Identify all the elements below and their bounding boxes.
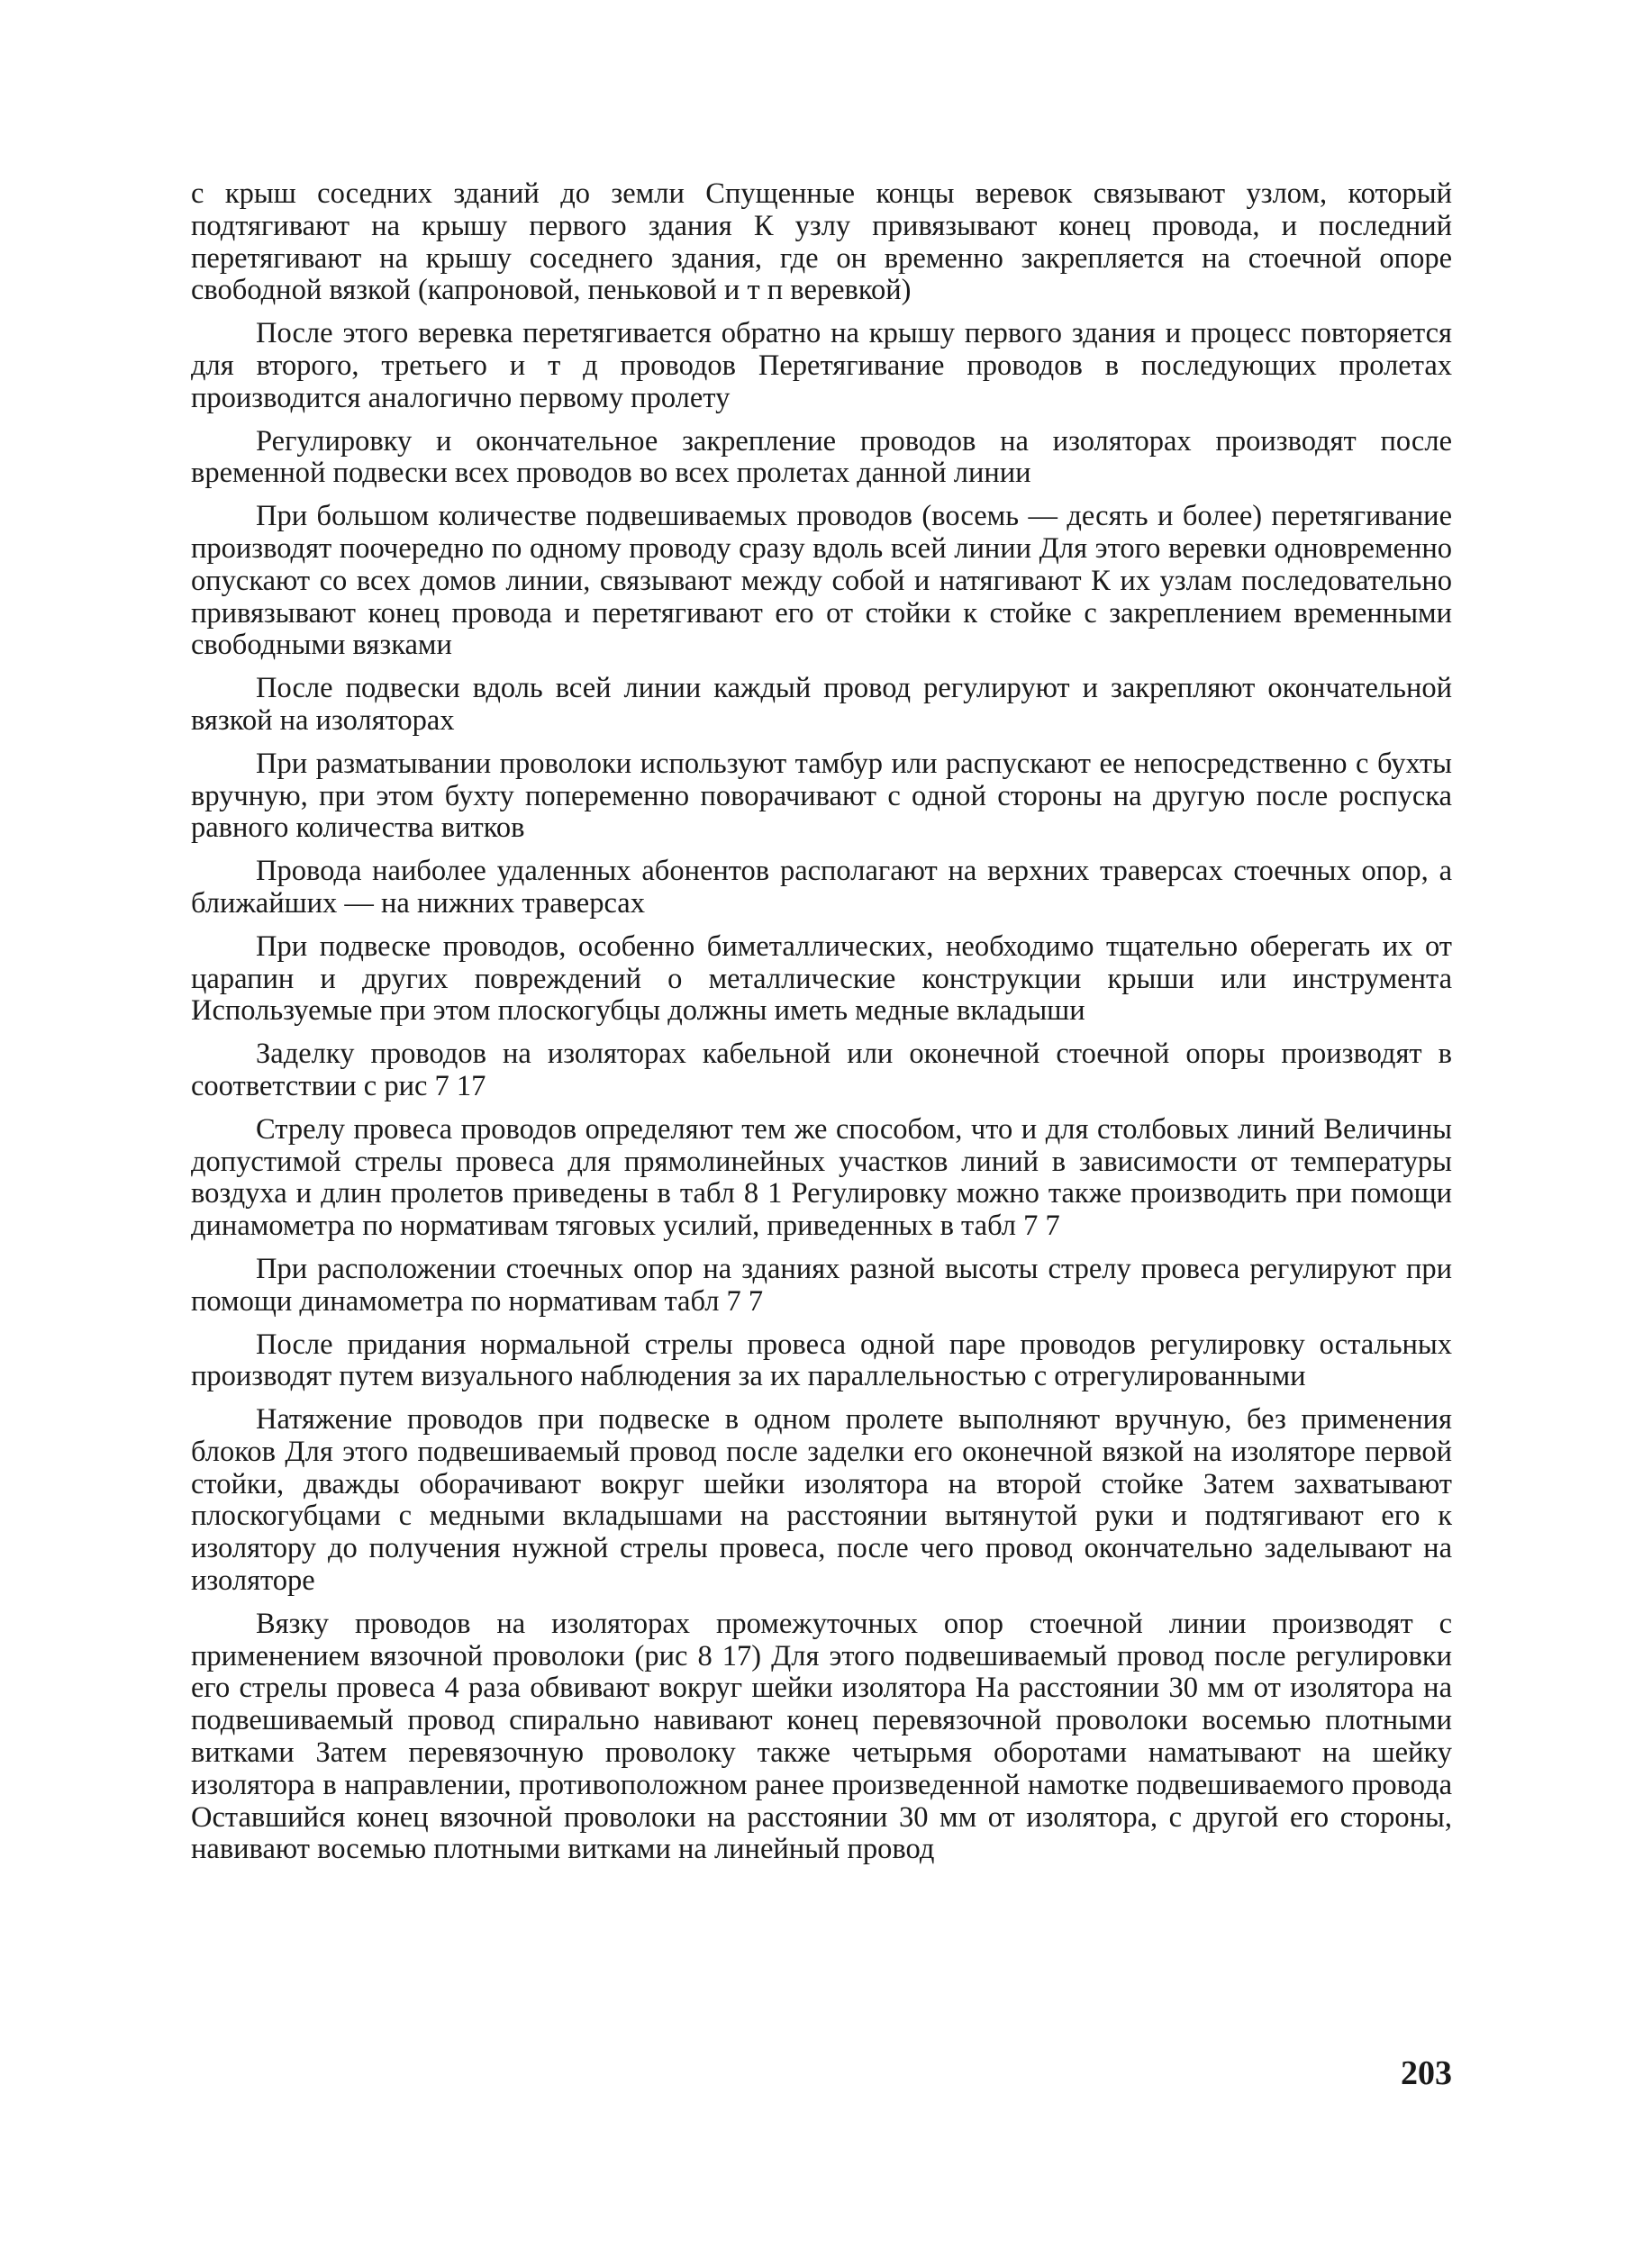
- paragraph-4: При большом количестве подвешиваемых проводов (восемь — десять и более) перетягивание производят поочередно по одному проводу сразу вдоль всей линии Для этого веревки одновременно опускают со всех домов линии, связывают между собой и натягивают К их узлам последовательно привязывают конец провода и перетягивают его от стойки к стойке с закреплением временными свободными вязками: [191, 500, 1452, 662]
- paragraph-5: После подвески вдоль всей линии каждый провод регулируют и закрепляют окончательной вязкой на изоляторах: [191, 672, 1452, 737]
- paragraph-10: Стрелу провеса проводов определяют тем же способом, что и для столбовых линий Величины допустимой стрелы провеса для прямолинейных участков линий в зависимости от температуры воздуха и длин пролетов приведены в табл 8 1 Регулировку можно также производить при помощи динамометра по нормативам тяговых усилий, приведенных в табл 7 7: [191, 1112, 1452, 1243]
- paragraph-9: Заделку проводов на изоляторах кабельной или оконечной стоечной опоры производят в соответствии с рис 7 17: [191, 1038, 1452, 1102]
- page-number: 203: [1401, 2054, 1452, 2092]
- paragraph-7: Провода наиболее удаленных абонентов располагают на верхних траверсах стоечных опор, а ближайших — на нижних траверсах: [191, 855, 1452, 920]
- page-body: [191, 178, 1452, 1877]
- paragraph-13: Натяжение проводов при подвеске в одном пролете выполняют вручную, без применения блоков Для этого подвешиваемый провод после заделки его оконечной вязкой на изоляторе первой стойки, дважды оборачивают вокруг шейки изолятора на второй стойке Затем захватывают плоскогубцами с медными вкладышами на расстоянии вытянутой руки и подтягивают его к изолятору до получения нужной стрелы провеса, после чего провод окончательно заделывают на изоляторе: [191, 1403, 1452, 1598]
- paragraph-14: Вязку проводов на изоляторах промежуточных опор стоечной линии производят с применением вязочной проволоки (рис 8 17) Для этого подвешиваемый провод после регулировки его стрелы провеса 4 раза обвивают вокруг шейки изолятора На расстоянии 30 мм от изолятора на подвешиваемый провод спирально навивают конец перевязочной проволоки восемью плотными витками Затем перевязочную проволоку также четырьмя оборотами наматывают на шейку изолятора в направлении, противоположном ранее произведенной намотке подвешиваемого провода Оставшийся конец вязочной проволоки на расстоянии 30 мм от изолятора, с другой его стороны, навивают восемью плотными витками на линейный провод: [191, 1607, 1452, 1866]
- paragraph-2: После этого веревка перетягивается обратно на крышу первого здания и процесс повторяется для второго, третьего и т д проводов Перетягивание проводов в последующих пролетах производится аналогично первому пролету: [191, 317, 1452, 414]
- paragraph-8: При подвеске проводов, особенно биметаллических, необходимо тщательно оберегать их от царапин и других повреждений о металлические конструкции крыши или инструмента Используемые при этом плоскогубцы должны иметь медные вкладыши: [191, 929, 1452, 1028]
- paragraph-11: При расположении стоечных опор на зданиях разной высоты стрелу провеса регулируют при помощи динамометра по нормативам табл 7 7: [191, 1252, 1452, 1318]
- paragraph-1: с крыш соседних зданий до земли Спущенные концы веревок связывают узлом, который подтягивают на крышу первого здания К узлу привязывают конец провода, и последний перетягивают на крышу соседнего здания, где он временно закрепляется на стоечной опоре свободной вязкой (капроновой, пеньковой и т п веревкой): [191, 177, 1452, 307]
- paragraph-6: При разматывании проволоки используют тамбур или распускают ее непосредственно с бухты вручную, при этом бухту попеременно поворачивают с одной стороны на другую после роспуска равного количества витков: [191, 747, 1452, 845]
- paragraph-12: После придания нормальной стрелы провеса одной паре проводов регулировку остальных производят путем визуального наблюдения за их параллельностью с отрегулированными: [191, 1328, 1452, 1393]
- paragraph-3: Регулировку и окончательное закрепление проводов на изоляторах производят после временной подвески всех проводов во всех пролетах данной линии: [191, 424, 1452, 490]
